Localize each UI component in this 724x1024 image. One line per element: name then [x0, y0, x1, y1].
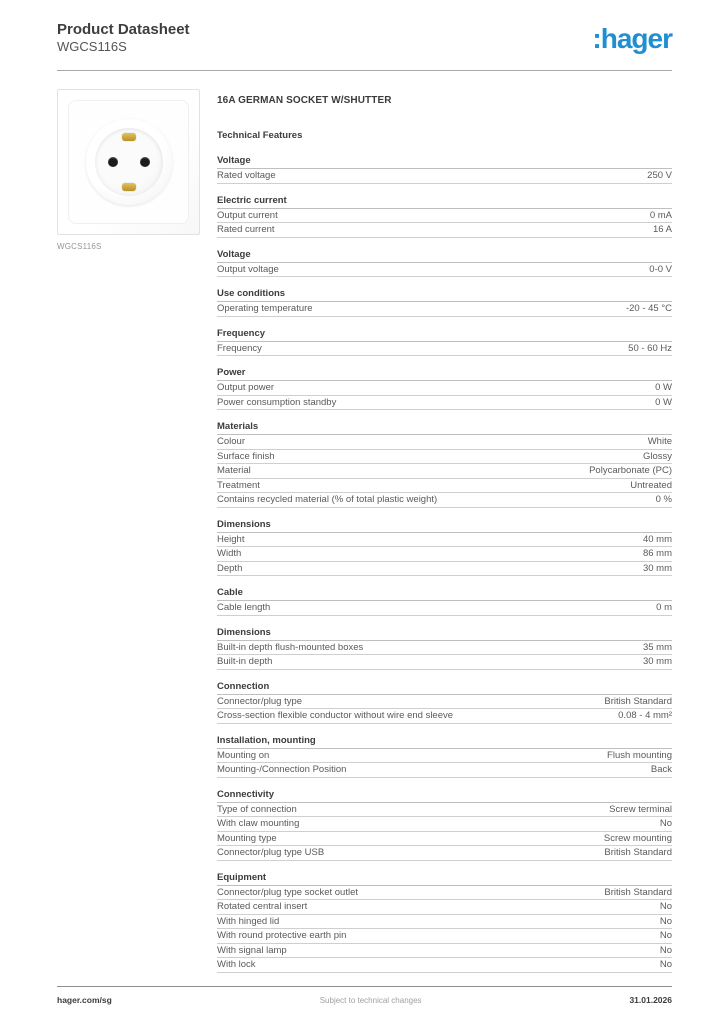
- spec-label: Material: [217, 465, 251, 476]
- socket-pin-hole-right: [140, 157, 150, 167]
- socket-pin-hole-left: [108, 157, 118, 167]
- product-image: [57, 89, 200, 235]
- spec-label: With hinged lid: [217, 915, 280, 927]
- spec-value: British Standard: [604, 847, 672, 858]
- spec-row: [217, 709, 672, 724]
- spec-label: Output power: [217, 382, 275, 393]
- product-image-column: [57, 89, 200, 983]
- image-caption: WGCS116S: [57, 242, 102, 251]
- spec-label: Built-in depth: [217, 656, 273, 667]
- spec-section: [217, 734, 672, 778]
- spec-value: No: [659, 915, 672, 927]
- spec-value: 35 mm: [642, 641, 672, 653]
- spec-value: 0 %: [655, 494, 672, 505]
- spec-label: Cable length: [217, 602, 271, 613]
- spec-label: Surface finish: [217, 450, 275, 462]
- footer-disclaimer: Subject to technical changes: [319, 996, 422, 1005]
- spec-row: [217, 929, 672, 944]
- spec-section: [217, 420, 672, 508]
- spec-label: Mounting type: [217, 832, 277, 844]
- spec-section: [217, 871, 672, 973]
- spec-value: -20 - 45 °C: [625, 303, 672, 314]
- spec-row: [217, 832, 672, 847]
- spec-label: Cross-section flexible conductor without wire end sleeve: [217, 710, 454, 721]
- spec-row: [217, 900, 672, 915]
- spec-value: Flush mounting: [607, 749, 672, 761]
- spec-value: Screw mounting: [603, 832, 672, 844]
- spec-row: [217, 209, 672, 224]
- spec-section: [217, 248, 672, 278]
- spec-label: Rotated central insert: [217, 901, 308, 912]
- spec-sections: [217, 154, 672, 973]
- earth-clip-top-icon: [122, 133, 136, 141]
- spec-row: [217, 915, 672, 930]
- spec-value: 40 mm: [642, 533, 672, 545]
- spec-section: [217, 586, 672, 616]
- spec-section-title: Connection: [217, 680, 672, 695]
- spec-label: With round protective earth pin: [217, 930, 347, 941]
- spec-label: Type of connection: [217, 803, 297, 815]
- spec-section: [217, 626, 672, 670]
- spec-section-title: Equipment: [217, 871, 672, 886]
- spec-row: [217, 493, 672, 508]
- spec-section-title: Installation, mounting: [217, 734, 672, 749]
- spec-label: Built-in depth flush-mounted boxes: [217, 641, 364, 653]
- spec-section: [217, 327, 672, 357]
- socket-recess: [95, 128, 163, 196]
- spec-label: Colour: [217, 436, 245, 447]
- spec-row: [217, 479, 672, 494]
- spec-row: [217, 695, 672, 710]
- spec-section-title: Voltage: [217, 248, 672, 263]
- spec-label: Contains recycled material (% of total plastic weight): [217, 494, 438, 505]
- spec-value: 0.08 - 4 mm²: [618, 710, 672, 721]
- spec-row: [217, 547, 672, 562]
- spec-label: Rated current: [217, 224, 275, 235]
- spec-value: Polycarbonate (PC): [589, 465, 672, 476]
- spec-label: Height: [217, 533, 245, 545]
- spec-label: Width: [217, 548, 242, 559]
- spec-label: Mounting on: [217, 749, 270, 761]
- spec-label: With lock: [217, 959, 256, 970]
- spec-section: [217, 680, 672, 724]
- product-name: 16A GERMAN SOCKET W/SHUTTER: [217, 95, 392, 106]
- spec-section: [217, 788, 672, 861]
- spec-row: [217, 846, 672, 861]
- spec-value: 0 W: [655, 396, 672, 408]
- socket-faceplate: [68, 100, 189, 224]
- spec-column: [217, 89, 672, 983]
- spec-row: [217, 944, 672, 959]
- spec-row: [217, 817, 672, 832]
- footer-divider: [57, 986, 672, 987]
- spec-value: 250 V: [647, 170, 672, 181]
- spec-value: Screw terminal: [609, 803, 672, 815]
- spec-section: [217, 154, 672, 184]
- footer-row: [57, 995, 672, 1005]
- spec-label: Frequency: [217, 342, 262, 354]
- spec-value: 0 W: [655, 382, 672, 393]
- spec-label: Rated voltage: [217, 170, 276, 181]
- spec-row: [217, 749, 672, 764]
- spec-section-title: Voltage: [217, 154, 672, 169]
- spec-value: 30 mm: [642, 656, 672, 667]
- spec-row: [217, 533, 672, 548]
- spec-label: With signal lamp: [217, 944, 287, 956]
- spec-value: No: [659, 930, 672, 941]
- spec-value: 86 mm: [642, 548, 672, 559]
- document-title: Product Datasheet: [57, 21, 190, 38]
- spec-row: [217, 435, 672, 450]
- spec-row: [217, 302, 672, 317]
- spec-section-title: Dimensions: [217, 518, 672, 533]
- spec-value: Glossy: [642, 450, 672, 462]
- spec-row: [217, 342, 672, 357]
- spec-label: With claw mounting: [217, 818, 300, 829]
- spec-label: Depth: [217, 562, 243, 574]
- spec-label: Power consumption standby: [217, 396, 337, 408]
- spec-value: Back: [650, 764, 672, 775]
- spec-value: British Standard: [604, 886, 672, 898]
- spec-value: 16 A: [652, 224, 672, 235]
- spec-row: [217, 641, 672, 656]
- spec-row: [217, 450, 672, 465]
- spec-section-title: Dimensions: [217, 626, 672, 641]
- spec-value: 0 m: [656, 602, 672, 613]
- spec-label: Output current: [217, 209, 278, 221]
- spec-section-title: Cable: [217, 586, 672, 601]
- earth-clip-bottom-icon: [122, 183, 136, 191]
- spec-value: No: [659, 901, 672, 912]
- datasheet-page: [57, 0, 672, 1024]
- spec-value: No: [659, 944, 672, 956]
- header-divider: [57, 70, 672, 71]
- spec-label: Output voltage: [217, 263, 279, 275]
- spec-row: [217, 763, 672, 778]
- spec-label: Connector/plug type USB: [217, 847, 325, 858]
- spec-row: [217, 562, 672, 577]
- spec-row: [217, 601, 672, 616]
- spec-row: [217, 263, 672, 278]
- spec-section: [217, 194, 672, 238]
- spec-row: [217, 223, 672, 238]
- spec-label: Treatment: [217, 479, 260, 491]
- spec-row: [217, 169, 672, 184]
- spec-row: [217, 396, 672, 411]
- spec-value: 0 mA: [649, 209, 672, 221]
- spec-value: No: [659, 818, 672, 829]
- spec-label: Mounting-/Connection Position: [217, 764, 347, 775]
- spec-value: Untreated: [630, 479, 672, 491]
- spec-label: Operating temperature: [217, 303, 313, 314]
- spec-value: No: [659, 959, 672, 970]
- spec-value: White: [647, 436, 672, 447]
- footer-website: hager.com/sg: [57, 995, 112, 1005]
- spec-section-title: Frequency: [217, 327, 672, 342]
- spec-label: Connector/plug type: [217, 695, 303, 707]
- header-text-block: [57, 20, 190, 55]
- footer-date: 31.01.2026: [629, 995, 672, 1005]
- main-content: [57, 89, 672, 983]
- technical-features-heading: Technical Features: [217, 130, 303, 141]
- spec-row: [217, 464, 672, 479]
- spec-row: [217, 886, 672, 901]
- spec-section: [217, 518, 672, 577]
- spec-label: Connector/plug type socket outlet: [217, 886, 359, 898]
- spec-section: [217, 287, 672, 317]
- spec-row: [217, 655, 672, 670]
- product-reference: WGCS116S: [57, 39, 127, 54]
- hager-logo: :hager: [592, 23, 672, 54]
- spec-value: 30 mm: [642, 562, 672, 574]
- page-footer: [57, 986, 672, 1005]
- page-header: [57, 0, 672, 55]
- spec-value: 0-0 V: [649, 263, 672, 275]
- spec-section-title: Use conditions: [217, 287, 672, 302]
- spec-section-title: Connectivity: [217, 788, 672, 803]
- spec-row: [217, 958, 672, 973]
- spec-value: 50 - 60 Hz: [628, 342, 672, 354]
- socket-circle: [86, 119, 172, 205]
- spec-section-title: Power: [217, 366, 672, 381]
- spec-row: [217, 803, 672, 818]
- spec-section-title: Materials: [217, 420, 672, 435]
- spec-section-title: Electric current: [217, 194, 672, 209]
- spec-value: British Standard: [604, 695, 672, 707]
- spec-section: [217, 366, 672, 410]
- spec-row: [217, 381, 672, 396]
